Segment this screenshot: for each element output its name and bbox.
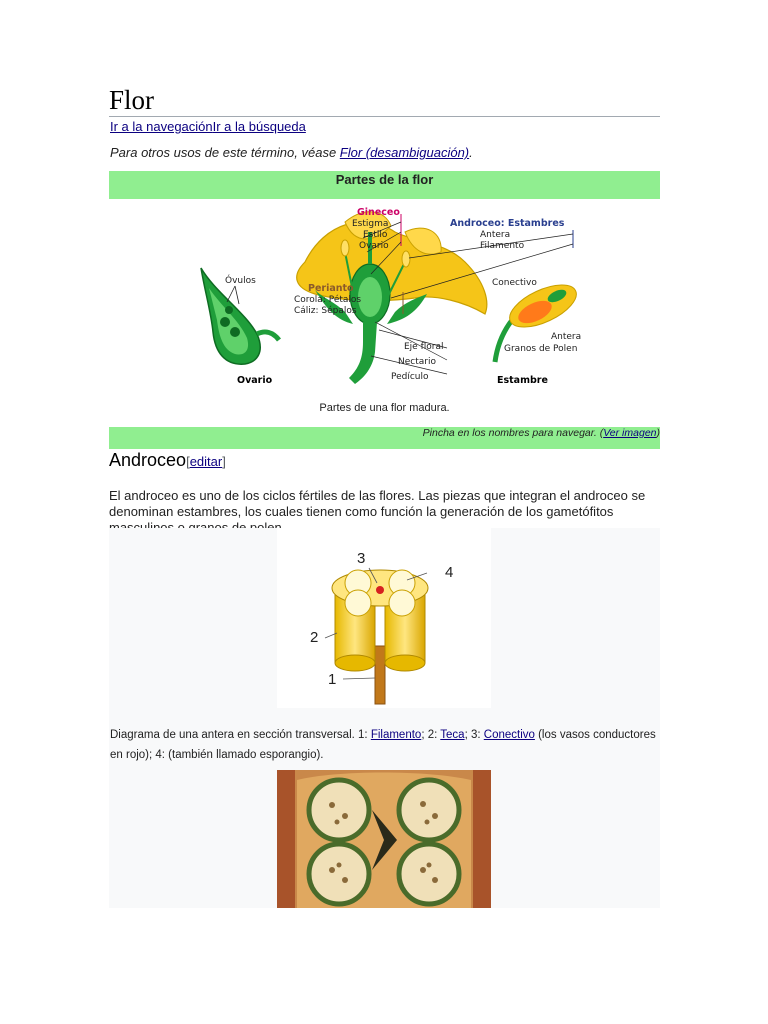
label-estigma[interactable]: Estigma (352, 219, 389, 229)
caption-text-4: (los vasos conductores en rojo); 4: (también llamado esporangio). (110, 729, 656, 761)
infobox-footer-text: Pincha en los nombres para navegar. ( (422, 427, 604, 439)
label-corola[interactable]: Corola: Pétalos (294, 295, 362, 305)
anther-label-1: 1 (328, 671, 337, 688)
infobox-title: Partes de la flor (109, 171, 660, 199)
edit-section (186, 454, 226, 469)
caption-text-3: ; 3: (464, 729, 484, 741)
label-caliz[interactable]: Cáliz: Sépalos (294, 306, 357, 316)
view-image-link[interactable]: Ver imagen (603, 427, 657, 439)
jump-links (110, 119, 306, 135)
label-eje-floral[interactable]: Eje floral (404, 342, 444, 352)
jump-to-navigation-link[interactable]: Ir a la navegación (110, 119, 213, 134)
label-ovulos[interactable]: Óvulos (225, 276, 256, 286)
section-heading-text: Androceo (109, 450, 187, 470)
conectivo-link[interactable]: Conectivo (483, 729, 535, 741)
anther-label-4: 4 (445, 564, 454, 581)
figure-gallery (109, 528, 660, 908)
section-paragraph: El androceo es uno de los ciclos fértiles de las flores. Las piezas que integran el androceo se denominan estambres, los cuales tienen como función la generación de los gametófitos (109, 488, 646, 519)
page-title: Flor (109, 85, 155, 115)
hatnote-suffix: . (469, 145, 473, 160)
edit-section-link[interactable]: editar (189, 454, 223, 469)
label-nectario[interactable]: Nectario (398, 357, 436, 367)
anther-label-2: 2 (310, 629, 319, 646)
caption-estambre[interactable]: Estambre (497, 375, 548, 386)
hatnote-prefix: Para otros usos de este término, véase (110, 145, 340, 160)
jump-to-search-link[interactable]: Ir a la búsqueda (212, 119, 306, 134)
title-divider (109, 116, 660, 117)
caption-ovario[interactable]: Ovario (237, 375, 273, 386)
label-androceo[interactable]: Androceo: Estambres (450, 218, 565, 229)
anther-cross-section-diagram[interactable] (277, 528, 491, 708)
anther-label-3: 3 (357, 550, 366, 567)
caption-text-2: ; 2: (421, 729, 441, 741)
teca-link[interactable]: Teca (440, 729, 465, 741)
label-conectivo[interactable]: Conectivo (492, 278, 537, 288)
label-filamento[interactable]: Filamento (480, 241, 525, 251)
filamento-link[interactable]: Filamento (370, 729, 422, 741)
label-estilo[interactable]: Estilo (363, 230, 388, 240)
anther-caption (110, 725, 658, 765)
label-antera[interactable]: Antera (480, 230, 511, 240)
section-heading (109, 449, 226, 473)
disambiguation-link[interactable]: Flor (desambiguación) (339, 145, 470, 160)
hatnote (110, 145, 473, 161)
label-antera-2[interactable]: Antera (551, 332, 582, 342)
flower-parts-diagram[interactable] (195, 202, 585, 392)
infobox-footer-close: ) (656, 427, 660, 439)
edit-bracket-open: [ (186, 454, 190, 469)
label-ovario-top[interactable]: Ovario (359, 241, 389, 251)
caption-text-1: Diagrama de una antera en sección transversal. 1: (110, 729, 371, 741)
label-pediculo[interactable]: Pedículo (391, 372, 429, 382)
label-granos[interactable]: Granos de Polen (504, 344, 578, 354)
edit-bracket-close: ] (222, 454, 226, 469)
infobox-caption: Partes de una flor madura. (319, 402, 450, 414)
label-gineceo[interactable]: Gineceo (357, 207, 400, 218)
infobox-footer (109, 427, 660, 449)
label-perianto[interactable]: Perianto (308, 283, 354, 294)
anther-micrograph[interactable] (277, 770, 491, 908)
